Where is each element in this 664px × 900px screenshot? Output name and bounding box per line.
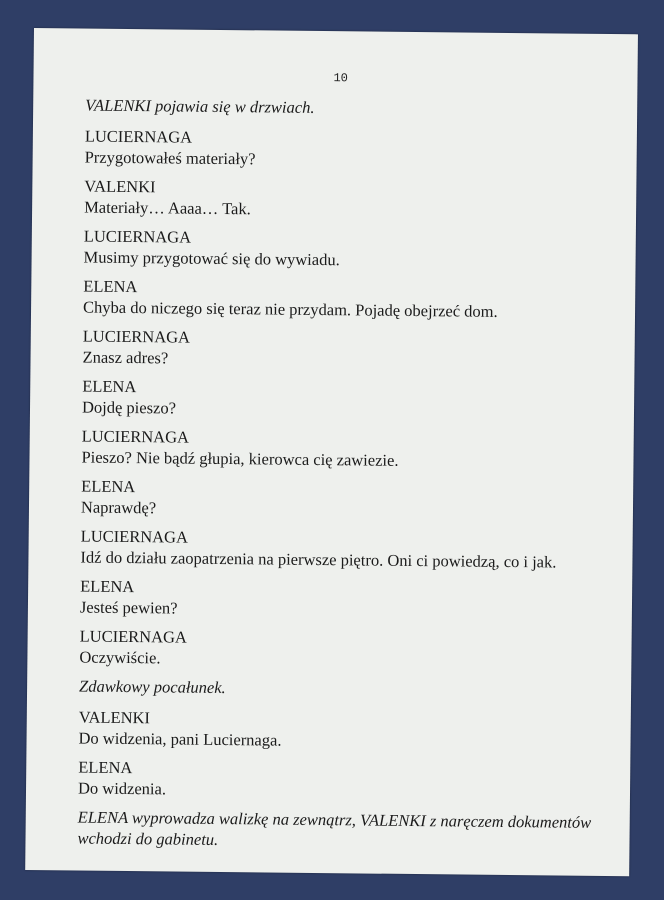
speaker-name: LUCIERNAGA <box>84 126 193 147</box>
speaker-name: ELENA <box>80 576 135 597</box>
dialogue-line: Chyba do niczego się teraz nie przydam. Pojadę obejrzeć dom. <box>82 297 498 321</box>
dialogue-line: Do widzenia, pani Luciernaga. <box>78 728 282 750</box>
stage-direction-mid: Zdawkowy pocałunek. <box>79 676 226 698</box>
page-number: 10 <box>333 71 348 86</box>
dialogue-line: Przygotowałeś materiały? <box>84 147 256 169</box>
dialogue-line: Do widzenia. <box>77 778 167 799</box>
speaker-name: LUCIERNAGA <box>81 426 190 447</box>
stage-direction-opening: VALENKI pojawia się w drzwiach. <box>85 95 315 117</box>
dialogue-line: Pieszo? Nie bądź głupia, kierowca cię zawiezie. <box>81 447 399 470</box>
dialogue-block <box>80 526 620 574</box>
speaker-name: LUCIERNAGA <box>82 326 191 347</box>
dialogue-block <box>81 476 621 524</box>
speaker-name: ELENA <box>82 376 137 397</box>
speaker-name: LUCIERNAGA <box>80 526 189 547</box>
dialogue-line: Jesteś pewien? <box>79 597 178 618</box>
dialogue-line: Dojdę pieszo? <box>81 397 177 418</box>
dialogue-line: Naprawdę? <box>80 497 157 518</box>
stage-direction-closing: ELENA wyprowadza walizkę na zewnątrz, VALENKI z naręczem dokumentów wchodzi do gabinetu. <box>77 807 592 849</box>
dialogue-block <box>85 126 625 174</box>
speaker-name: ELENA <box>83 276 138 297</box>
dialogue-block <box>78 757 618 805</box>
dialogue-block <box>78 707 618 755</box>
dialogue-line: Znasz adres? <box>82 347 169 368</box>
dialogue-block <box>79 626 619 674</box>
dialogue-block <box>83 276 623 324</box>
dialogue-block <box>82 326 622 374</box>
dialogue-block <box>80 576 620 624</box>
speaker-name: ELENA <box>78 757 133 778</box>
dialogue-block <box>83 226 623 274</box>
dialogue-line: Oczywiście. <box>79 647 161 668</box>
dialogue-block <box>81 426 621 474</box>
speaker-name: LUCIERNAGA <box>79 626 187 647</box>
dialogue-line: Idź do działu zaopatrzenia na pierwsze piętro. Oni ci powiedzą, co i jak. <box>80 547 557 572</box>
dialogue-block <box>82 376 622 424</box>
script-body <box>77 95 625 865</box>
dialogue-line: Musimy przygotować się do wywiadu. <box>83 247 340 270</box>
speaker-name: ELENA <box>81 476 136 497</box>
script-page <box>25 28 638 876</box>
speaker-name: LUCIERNAGA <box>83 226 192 247</box>
dialogue-block <box>84 176 624 224</box>
dialogue-line: Materiały… Aaaa… Tak. <box>84 197 251 219</box>
speaker-name: VALENKI <box>84 176 156 197</box>
speaker-name: VALENKI <box>78 707 151 728</box>
